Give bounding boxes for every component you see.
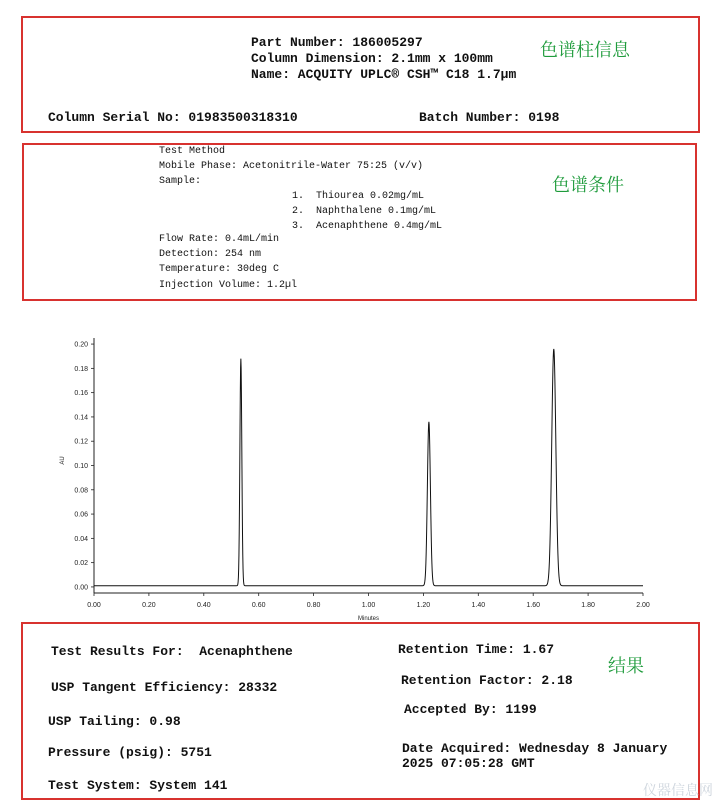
sample-item: 2. Naphthalene 0.1mg/mL — [292, 206, 437, 217]
x-tick-label: 0.20 — [142, 602, 156, 609]
test-results-for: Test Results For: Acenaphthene — [51, 644, 293, 659]
y-axis-label: AU — [60, 456, 66, 465]
watermark: 仪器信息网 — [643, 783, 713, 799]
conditions-annotation: 色谱条件 — [552, 175, 624, 196]
sample-item: 3. Acenaphthene 0.4mg/mL — [292, 221, 443, 232]
x-tick-label: 2.00 — [636, 602, 650, 609]
detection: Detection: 254 nm — [159, 249, 262, 260]
x-tick-label: 1.40 — [471, 602, 486, 609]
y-tick-label: 0.14 — [74, 414, 88, 422]
y-tick-label: 0.06 — [74, 511, 88, 519]
x-tick-label: 1.20 — [416, 602, 431, 609]
y-tick-label: 0.20 — [74, 341, 88, 349]
batch-number: Batch Number: 0198 — [419, 110, 560, 125]
chromatogram-chart — [0, 300, 717, 630]
retention-time: Retention Time: 1.67 — [398, 642, 555, 657]
column-dimension: Column Dimension: 2.1mm x 100mm — [251, 51, 493, 66]
retention-factor: Retention Factor: 2.18 — [401, 673, 573, 688]
x-tick-label: 0.00 — [87, 602, 101, 609]
temperature: Temperature: 30deg C — [159, 264, 280, 275]
x-tick-label: 1.00 — [361, 602, 376, 609]
column-name: Name: ACQUITY UPLC® CSH™ C18 1.7µm — [251, 67, 517, 82]
part-number: Part Number: 186005297 — [251, 35, 423, 50]
x-tick-label: 0.60 — [251, 602, 266, 609]
test-method-heading: Test Method — [159, 146, 226, 157]
sample-label: Sample: — [159, 176, 202, 187]
y-tick-label: 0.12 — [74, 438, 88, 446]
test-system: Test System: System 141 — [48, 778, 228, 793]
y-tick-label: 0.10 — [74, 463, 88, 470]
flow-rate: Flow Rate: 0.4mL/min — [159, 234, 280, 245]
y-tick-label: 0.08 — [74, 487, 88, 495]
accepted-by: Accepted By: 1199 — [404, 702, 537, 717]
pressure: Pressure (psig): 5751 — [48, 745, 212, 760]
chromatogram-trace — [94, 349, 643, 586]
column-serial: Column Serial No: 01983500318310 — [48, 110, 298, 125]
usp-tangent-efficiency: USP Tangent Efficiency: 28332 — [51, 680, 278, 695]
mobile-phase: Mobile Phase: Acetonitrile-Water 75:25 (v/v) — [159, 161, 424, 172]
date-acquired: Date Acquired: Wednesday 8 January — [402, 741, 668, 756]
y-tick-label: 0.00 — [74, 584, 88, 592]
results-annotation: 结果 — [608, 656, 644, 677]
y-tick-label: 0.02 — [74, 560, 88, 568]
date-acquired-time: 2025 07:05:28 GMT — [402, 756, 535, 771]
y-tick-label: 0.16 — [74, 390, 88, 398]
sample-item: 1. Thiourea 0.02mg/mL — [292, 191, 425, 202]
y-tick-label: 0.18 — [74, 365, 88, 373]
x-tick-label: 1.60 — [526, 602, 541, 609]
injection-volume: Injection Volume: 1.2µl — [159, 280, 298, 291]
x-tick-label: 0.80 — [306, 602, 321, 609]
x-axis-label: Minutes — [357, 616, 380, 622]
column-info-annotation: 色谱柱信息 — [540, 40, 630, 61]
y-tick-label: 0.04 — [74, 535, 88, 543]
x-tick-label: 0.40 — [196, 602, 211, 609]
usp-tailing: USP Tailing: 0.98 — [48, 714, 181, 729]
x-tick-label: 1.80 — [581, 602, 595, 609]
